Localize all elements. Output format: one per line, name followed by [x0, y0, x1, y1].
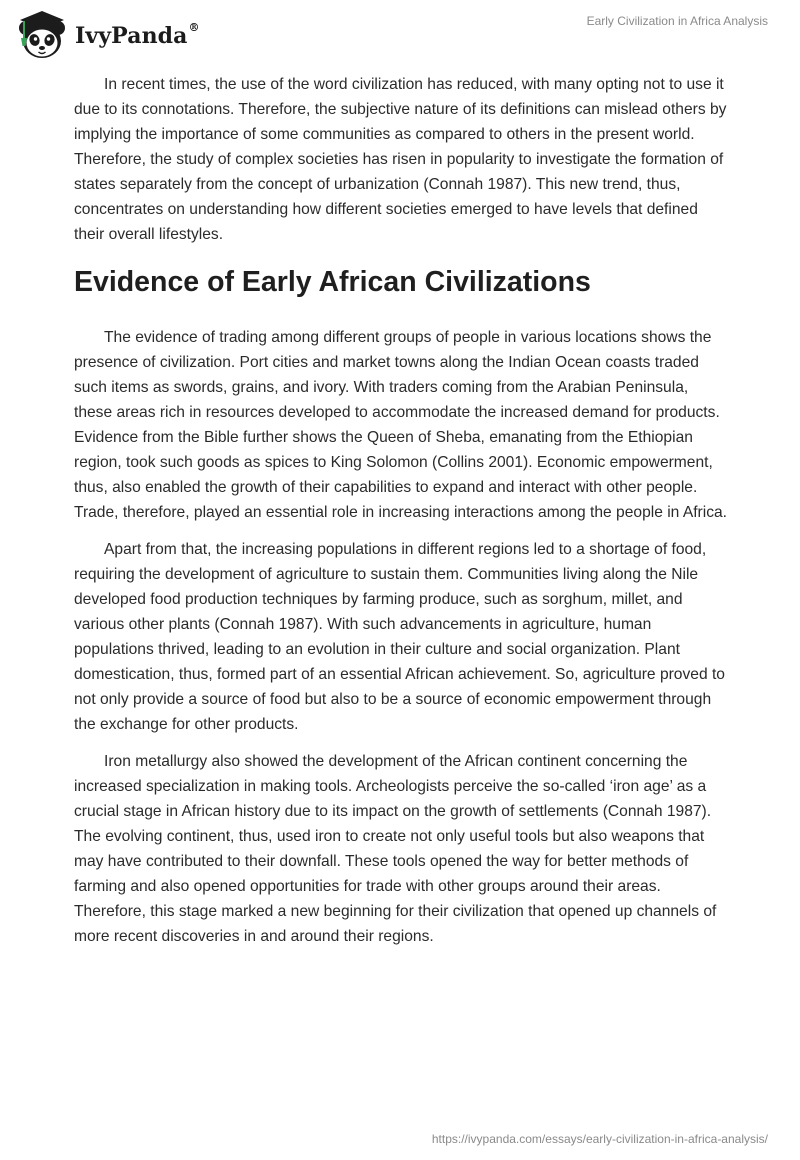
- paragraph-agriculture: Apart from that, the increasing populations in different regions led to a shortage of food, requiring the development of agriculture to sustain them. Communities living along the Nile developed food production techniques by farming produce, such as sorghum, millet, and various other plants (Connah 1987). With such advancements in agriculture, human populations thrived, leading to an evolution in their culture and social organization. Plant domestication, thus, formed part of an essential African achievement. So, agriculture proved to not only provide a source of food but also to be a source of economic empowerment through the exchange for other products.: [74, 541, 725, 733]
- brand-name: [75, 23, 200, 49]
- panda-graduate-icon: [14, 8, 70, 62]
- article-body: [74, 72, 728, 961]
- intro-paragraph: In recent times, the use of the word civilization has reduced, with many opting not to use it due to its connotations. Therefore, the subjective nature of its definitions can mislead others by implying the importance of some communities as compared to others in the present world. Therefore, the study of complex societies has risen in popularity to investigate the formation of states separately from the concept of urbanization (Connah 1987). This new trend, thus, concentrates on understanding how different societies emerged to have levels that defined their overall lifestyles.: [74, 76, 727, 243]
- brand-name-text: IvyPanda: [75, 23, 188, 49]
- ivypanda-logo[interactable]: [14, 8, 200, 62]
- paragraph-trade: The evidence of trading among different groups of people in various locations shows the presence of civilization. Port cities and market towns along the Indian Ocean coasts traded such items as swords, grains, and ivory. With traders coming from the Arabian Peninsula, these areas rich in resources developed to accommodate the increased demand for products. Evidence from the Bible further shows the Queen of Sheba, emanating from the Ethiopian region, took such goods as spices to King Solomon (Collins 2001). Economic empowerment, thus, also enabled the growth of their capabilities to expand and interact with other people. Trade, therefore, played an essential role in increasing interactions among the people in Africa.: [74, 329, 728, 521]
- page-header: [0, 0, 800, 70]
- source-url-link[interactable]: https://ivypanda.com/essays/early-civilization-in-africa-analysis/: [431, 1132, 768, 1146]
- section-heading: Evidence of Early African Civilizations: [74, 266, 591, 298]
- paragraph-iron-metallurgy: Iron metallurgy also showed the development of the African continent concerning the increased specialization in making tools. Archeologists perceive the so-called ‘iron age’ as a crucial stage in African history due to its impact on the growth of settlements (Connah 1987). The evolving continent, thus, used iron to create not only useful tools but also weapons that may have contributed to their downfall. These tools opened the way for better methods of farming and also opened opportunities for trade with other groups around their areas. Therefore, this stage marked a new beginning for their civilization that opened up channels of more recent discoveries in and around their regions.: [74, 753, 717, 945]
- document-title: Early Civilization in Africa Analysis: [586, 14, 768, 28]
- registered-mark: ®: [188, 21, 200, 34]
